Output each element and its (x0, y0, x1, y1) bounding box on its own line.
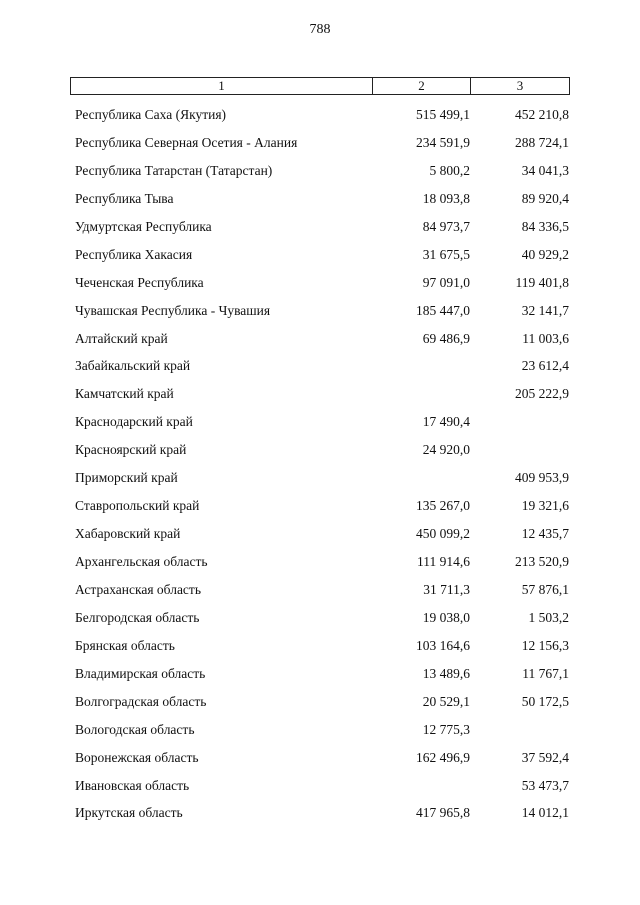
table-row (0, 129, 640, 157)
region-name: Красноярский край (75, 442, 187, 458)
value-col-2: 13 489,6 (422, 665, 470, 681)
region-name: Республика Татарстан (Татарстан) (75, 162, 273, 178)
table-row (0, 688, 640, 716)
value-col-3: 32 141,7 (521, 302, 569, 318)
value-col-2: 18 093,8 (422, 190, 470, 206)
table-row (0, 241, 640, 269)
region-name: Чеченская Республика (75, 274, 204, 290)
region-name: Брянская область (75, 637, 175, 653)
header-col-2: 2 (373, 78, 471, 94)
region-name: Иркутская область (75, 805, 183, 821)
table-row (0, 604, 640, 632)
value-col-2: 185 447,0 (416, 302, 470, 318)
value-col-3: 14 012,1 (521, 805, 569, 821)
value-col-3: 452 210,8 (515, 107, 569, 122)
value-col-3: 34 041,3 (521, 162, 569, 178)
value-col-3: 288 724,1 (515, 134, 569, 150)
region-name: Астраханская область (75, 581, 201, 597)
table-body (0, 101, 640, 827)
region-name: Удмуртская Республика (75, 218, 212, 234)
region-name: Ставропольский край (75, 498, 200, 514)
value-col-2: 103 164,6 (416, 637, 470, 653)
value-col-2: 19 038,0 (422, 609, 470, 625)
table-row (0, 297, 640, 325)
value-col-2: 24 920,0 (422, 442, 470, 458)
value-col-3: 23 612,4 (521, 358, 569, 374)
table-header (70, 77, 570, 95)
region-name: Чувашская Республика - Чувашия (75, 302, 271, 318)
value-col-3: 1 503,2 (528, 609, 569, 625)
table-row (0, 352, 640, 380)
value-col-3: 37 592,4 (521, 749, 569, 765)
value-col-2: 31 675,5 (422, 246, 470, 262)
value-col-3: 19 321,6 (521, 498, 569, 514)
table-row (0, 101, 640, 129)
region-name: Хабаровский край (75, 526, 181, 542)
region-name: Белгородская область (75, 609, 200, 625)
region-name: Ивановская область (75, 777, 190, 793)
region-name: Приморский край (75, 470, 178, 486)
table-row (0, 269, 640, 297)
table-row (0, 213, 640, 241)
table-row (0, 157, 640, 185)
region-name: Республика Тыва (75, 190, 174, 206)
value-col-2: 17 490,4 (422, 414, 470, 430)
header-col-1: 1 (71, 78, 373, 94)
table-row (0, 408, 640, 436)
table-row (0, 799, 640, 827)
region-name: Краснодарский край (75, 414, 193, 430)
region-name: Владимирская область (75, 665, 206, 681)
table-row (0, 576, 640, 604)
region-name: Забайкальский край (75, 358, 191, 374)
region-name: Алтайский край (75, 330, 168, 346)
value-col-3: 12 156,3 (521, 637, 569, 653)
region-name: Республика Саха (Якутия) (75, 107, 227, 122)
value-col-2: 5 800,2 (429, 162, 470, 178)
value-col-2: 69 486,9 (422, 330, 470, 346)
value-col-3: 205 222,9 (515, 386, 569, 402)
table-row (0, 772, 640, 800)
table-row (0, 716, 640, 744)
value-col-2: 162 496,9 (416, 749, 470, 765)
value-col-2: 12 775,3 (422, 721, 470, 737)
table-row (0, 380, 640, 408)
table-row (0, 185, 640, 213)
region-name: Воронежская область (75, 749, 199, 765)
page-number: 788 (309, 22, 331, 37)
table-row (0, 464, 640, 492)
table-row (0, 520, 640, 548)
table-row (0, 660, 640, 688)
region-name: Республика Хакасия (75, 246, 193, 262)
table-row (0, 548, 640, 576)
value-col-3: 40 929,2 (521, 246, 569, 262)
table-row (0, 632, 640, 660)
value-col-3: 409 953,9 (515, 470, 569, 486)
region-name: Архангельская область (75, 554, 208, 569)
table-row (0, 744, 640, 772)
value-col-3: 84 336,5 (521, 218, 569, 234)
table-row (0, 325, 640, 353)
value-col-2: 31 711,3 (423, 581, 470, 597)
region-name: Волгоградская область (75, 693, 207, 709)
value-col-3: 53 473,7 (521, 777, 569, 793)
value-col-3: 50 172,5 (521, 693, 569, 709)
header-col-3: 3 (516, 78, 524, 93)
value-col-3: 11 003,6 (522, 330, 569, 346)
value-col-3: 89 920,4 (521, 190, 569, 206)
value-col-2: 234 591,9 (416, 134, 470, 150)
value-col-2: 111 914,6 (417, 554, 470, 569)
region-name: Камчатский край (75, 386, 174, 402)
value-col-2: 97 091,0 (422, 274, 470, 290)
value-col-3: 11 767,1 (522, 665, 569, 681)
value-col-2: 515 499,1 (416, 107, 470, 122)
value-col-2: 84 973,7 (422, 218, 470, 234)
value-col-2: 417 965,8 (416, 805, 470, 821)
table-row (0, 492, 640, 520)
table-row (0, 436, 640, 464)
value-col-3: 57 876,1 (521, 581, 569, 597)
value-col-2: 135 267,0 (416, 498, 470, 514)
region-name: Республика Северная Осетия - Алания (75, 134, 298, 150)
value-col-3: 213 520,9 (515, 554, 569, 569)
value-col-3: 12 435,7 (521, 526, 569, 542)
value-col-2: 450 099,2 (416, 526, 470, 542)
value-col-2: 20 529,1 (422, 693, 470, 709)
value-col-3: 119 401,8 (515, 274, 569, 290)
region-name: Вологодская область (75, 721, 195, 737)
